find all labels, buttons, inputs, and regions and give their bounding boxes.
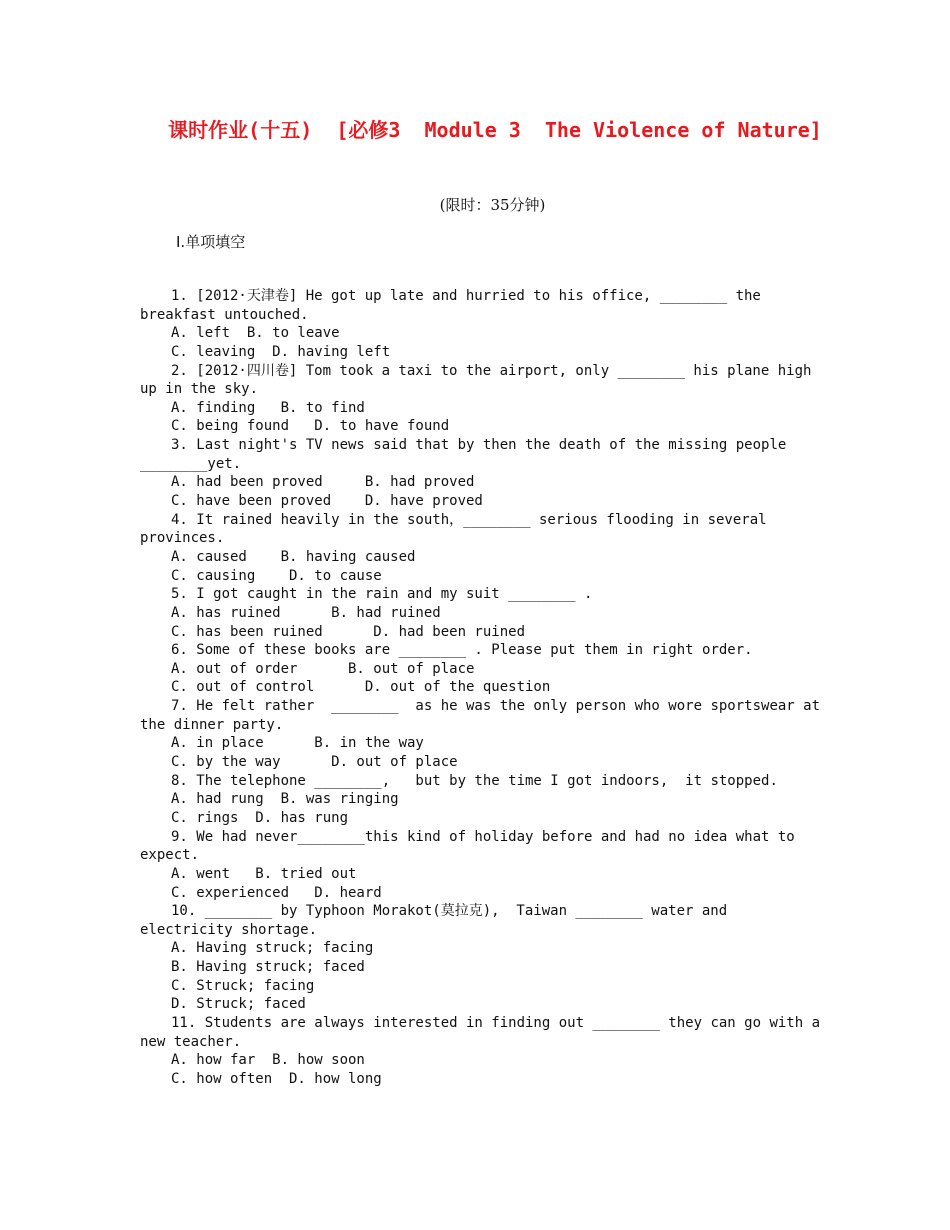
- text-line: C. out of control D. out of the question: [171, 679, 551, 696]
- text-line: A. how far B. how soon: [171, 1052, 365, 1069]
- text-line: A. went B. tried out: [171, 865, 357, 882]
- text-line: A. had been proved B. had proved: [171, 474, 475, 491]
- text-line: 4. It rained heavily in the south，________ serious flooding in several: [171, 511, 767, 528]
- text-line: 3. Last night's TV news said that by then the death of the missing people: [171, 437, 787, 454]
- text-line: A. had rung B. was ringing: [171, 791, 399, 808]
- text-line: C. Struck; facing: [171, 977, 315, 994]
- text-line: the dinner party.: [140, 716, 284, 733]
- text-line: C. has been ruined D. had been ruined: [171, 623, 526, 640]
- text-line: breakfast untouched.: [140, 306, 309, 323]
- text-line: C. have been proved D. have proved: [171, 493, 483, 510]
- text-line: C. rings D. has rung: [171, 809, 349, 826]
- section-heading: Ⅰ.单项填空: [176, 233, 246, 251]
- text-line: C. how often D. how long: [171, 1070, 382, 1087]
- text-line: A. caused B. having caused: [171, 548, 416, 565]
- text-line: provinces.: [140, 530, 225, 547]
- text-line: up in the sky.: [140, 381, 259, 398]
- text-line: C. experienced D. heard: [171, 884, 382, 901]
- text-line: C. causing D. to cause: [171, 567, 382, 584]
- text-line: A. finding B. to find: [171, 399, 365, 416]
- text-line: A. left B. to leave: [171, 325, 340, 342]
- text-line: A. has ruined B. had ruined: [171, 604, 441, 621]
- text-line: ________yet.: [140, 455, 242, 472]
- text-line: 10. ________ by Typhoon Morakot(莫拉克), Taiwan ________ water and: [171, 903, 728, 920]
- text-line: C. being found D. to have found: [171, 418, 450, 435]
- text-line: 1. [2012·天津卷] He got up late and hurried to his office, ________ the: [171, 288, 761, 304]
- text-line: B. Having struck; faced: [171, 959, 365, 976]
- text-line: 11. Students are always interested in finding out ________ they can go with a: [171, 1014, 821, 1031]
- question-list: [140, 287, 820, 1089]
- text-line: A. Having struck; facing: [171, 940, 374, 957]
- text-line: C. leaving D. having left: [171, 343, 391, 360]
- text-line: 2. [2012·四川卷] Tom took a taxi to the airport, only ________ his plane high: [171, 362, 812, 379]
- text-line: 9. We had never________this kind of holiday before and had no idea what to: [171, 828, 795, 845]
- text-line: new teacher.: [140, 1033, 242, 1050]
- text-line: 8. The telephone ________, but by the time I got indoors, it stopped.: [171, 772, 778, 789]
- text-line: C. by the way D. out of place: [171, 754, 458, 771]
- text-line: 6. Some of these books are ________ . Please put them in right order.: [171, 642, 753, 659]
- text-line: electricity shortage.: [140, 921, 318, 938]
- text-line: expect.: [140, 847, 200, 864]
- text-line: D. Struck; faced: [171, 996, 306, 1013]
- document-title: 课时作业(十五) [必修3 Module 3 The Violence of Nature]: [168, 118, 822, 142]
- text-line: 7. He felt rather ________ as he was the only person who wore sportswear at: [171, 698, 821, 715]
- text-line: 5. I got caught in the rain and my suit ________ .: [171, 586, 593, 603]
- text-line: A. out of order B. out of place: [171, 660, 475, 677]
- text-line: A. in place B. in the way: [171, 735, 424, 752]
- time-limit: (限时：35分钟): [439, 196, 546, 214]
